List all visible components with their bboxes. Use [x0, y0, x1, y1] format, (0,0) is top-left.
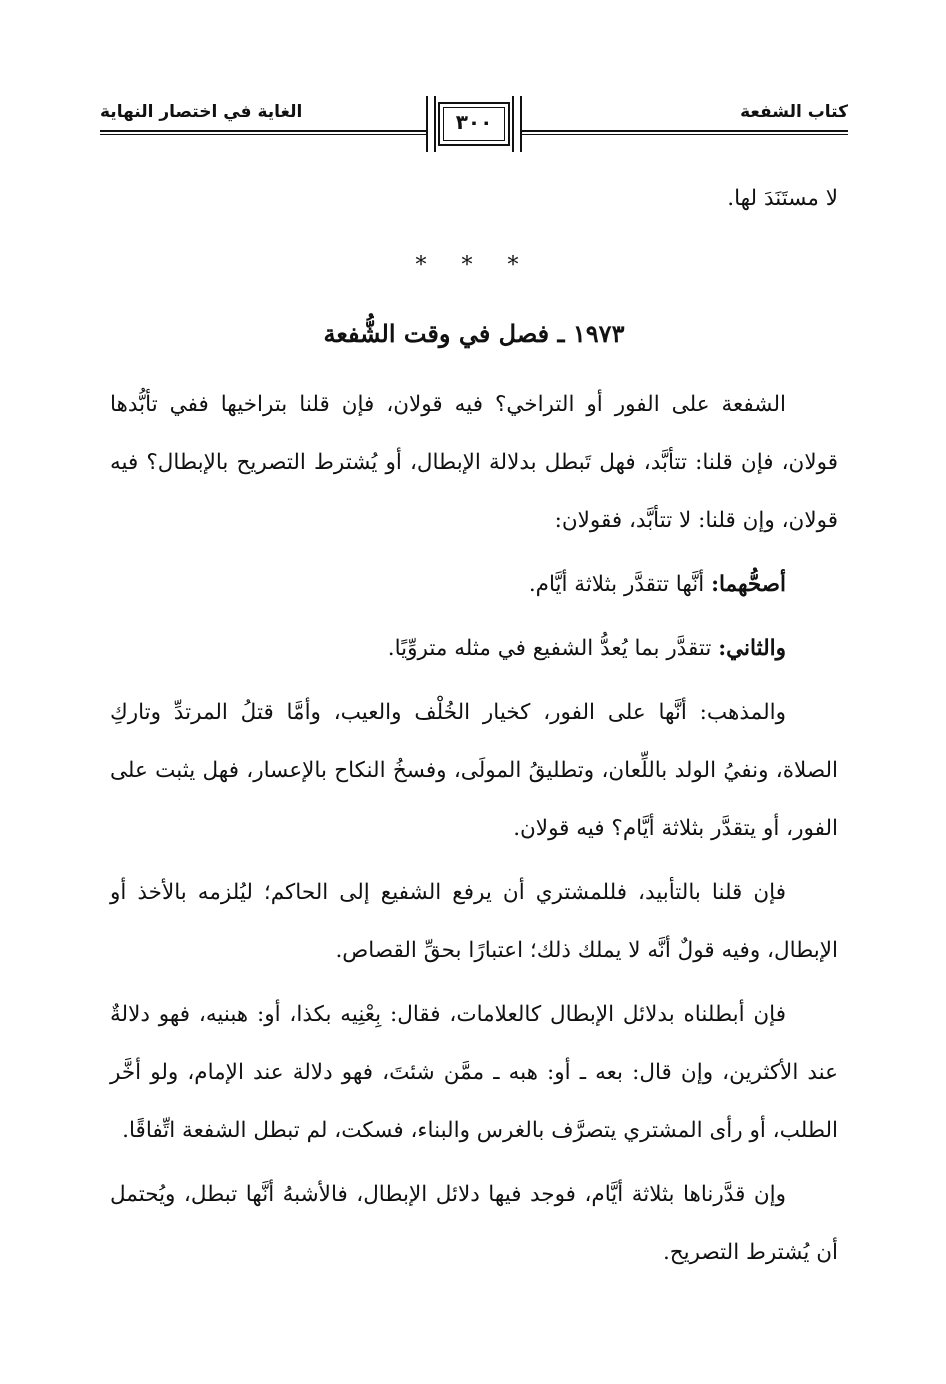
paragraph-3 — [110, 620, 838, 678]
opening-line: لا مستَنَدَ لها. — [727, 186, 838, 211]
paragraph-7: وإن قدَّرناها بثلاثة أيَّام، فوجد فيها دلائل الإبطال، فالأشبهُ أنَّها تبطل، ويُحتمل أن يُشترط التصريح. — [110, 1182, 838, 1265]
page-body — [110, 170, 838, 1282]
paragraph-5: فإن قلنا بالتأبيد، فللمشتري أن يرفع الشفيع إلى الحاكم؛ ليُلزمه بالأخذ أو الإبطال، وفيه قولٌ أنَّه لا يملك ذلك؛ اعتبارًا بحقِّ القصاص. — [110, 880, 838, 963]
paragraph-2-text: أنَّها تتقدَّر بثلاثة أيَّام. — [528, 572, 712, 597]
paragraph-4: والمذهب: أنَّها على الفور، كخيار الخُلْف والعيب، وأمَّا قتلُ المرتدِّ وتاركِ الصلاة، ونفيُ الولد باللِّعان، وتطليقُ المولَى، وفسخُ النكاح بالإعسار، فهل يثبت على الفور، أو يتقدَّر بثلاثة أيَّام؟ فيه قولان. — [110, 700, 838, 841]
paragraph-3-text: تتقدَّر بما يُعدُّ الشفيع في مثله متروِّيًا. — [387, 636, 719, 661]
page-number-frame — [426, 96, 522, 152]
book-title: الغاية في اختصار النهاية — [100, 102, 303, 122]
chapter-title: كتاب الشفعة — [740, 102, 848, 122]
paragraph-3-lead: والثاني: — [718, 636, 786, 661]
paragraph-2-lead: أصحُّهما: — [711, 572, 786, 597]
section-heading: ١٩٧٣ ـ فصل في وقت الشُّفعة — [323, 319, 625, 348]
paragraph-6: فإن أبطلناه بدلائل الإبطال كالعلامات، فقال: بِعْنِيه بكذا، أو: هبنيه، فهو دلالةٌ عند الأكثرين، وإن قال: بعه ـ أو: هبه ـ ممَّن شئتَ، فهو دلالة عند الإمام، ولو أخَّر الطلب، أو رأى المشتري يتصرَّف بالغرس والبناء، فسكت، لم تبطل الشفعة اتِّفاقًا. — [110, 1002, 838, 1143]
paragraph-2 — [110, 556, 838, 614]
section-separator: * * * — [415, 253, 533, 278]
running-header — [100, 96, 848, 156]
page-number: ٣٠٠ — [455, 110, 493, 134]
paragraph-1: الشفعة على الفور أو التراخي؟ فيه قولان، فإن قلنا بتراخيها ففي تأبُّدها قولان، فإن قلنا: تتأبَّد، فهل تَبطل بدلالة الإبطال، أو يُشترط التصريح بالإبطال؟ فيه قولان، وإن قلنا: لا تتأبَّد، فقولان: — [110, 392, 838, 533]
